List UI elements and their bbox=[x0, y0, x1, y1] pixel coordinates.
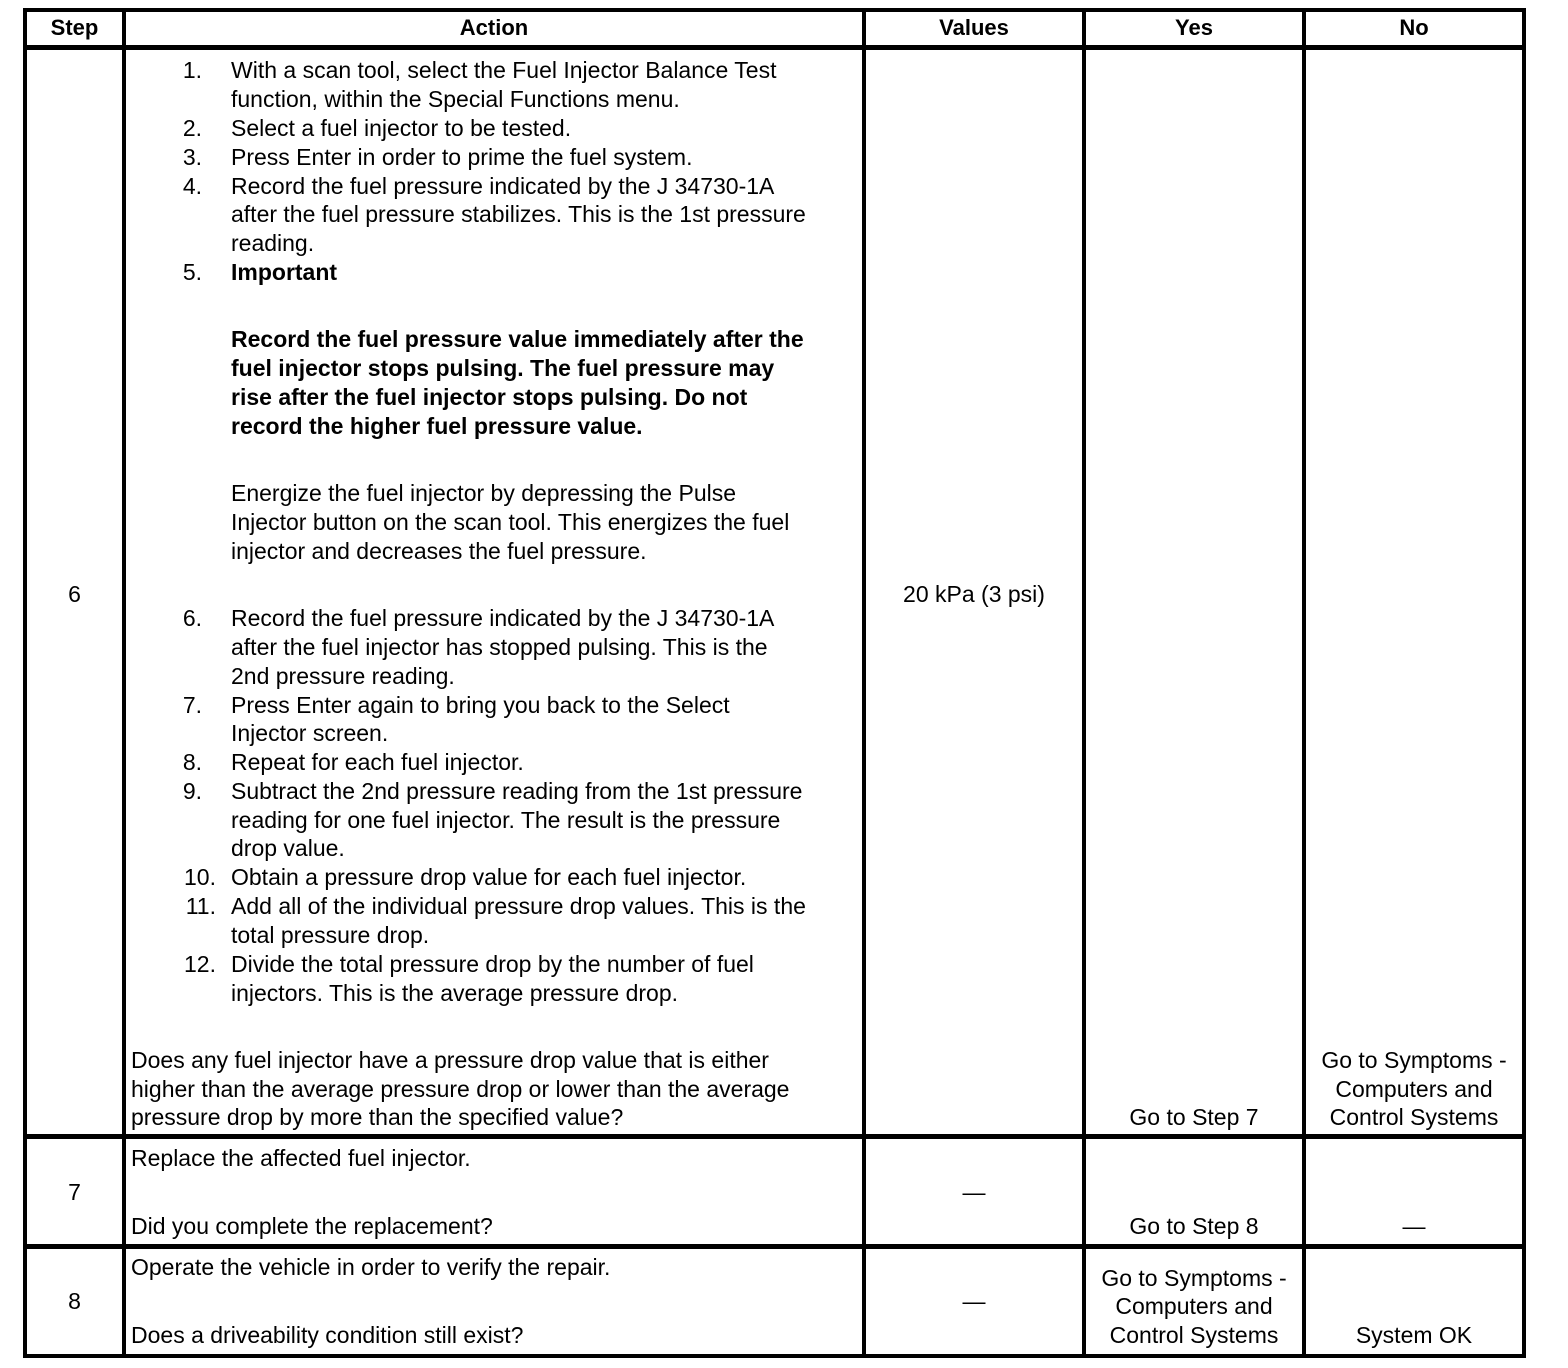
col-divider-2 bbox=[862, 8, 866, 1358]
frame-bottom bbox=[23, 1354, 1526, 1358]
header-no: No bbox=[1399, 15, 1429, 40]
list-item-number: 2. bbox=[182, 115, 202, 141]
list-item-text: function, within the Special Functions menu. bbox=[231, 86, 680, 112]
yes-result: Go to Step 7 bbox=[1129, 1104, 1259, 1130]
col-divider-3 bbox=[1082, 8, 1086, 1358]
col-divider-4 bbox=[1302, 8, 1306, 1358]
list-item-number: 5. bbox=[182, 259, 202, 285]
yes-result: Go to Step 8 bbox=[1129, 1213, 1259, 1239]
list-item-text: drop value. bbox=[231, 835, 345, 861]
step-value: — bbox=[962, 1179, 986, 1205]
list-item-text: Injector screen. bbox=[231, 720, 389, 746]
energize-note: injector and decreases the fuel pressure. bbox=[231, 538, 647, 564]
list-item-text: 2nd pressure reading. bbox=[231, 663, 455, 689]
header-yes: Yes bbox=[1175, 15, 1213, 40]
step-action: Operate the vehicle in order to verify the repair. bbox=[131, 1254, 611, 1280]
frame-right bbox=[1522, 8, 1526, 1358]
step-number: 6 bbox=[68, 581, 81, 607]
list-item-number: 6. bbox=[182, 605, 202, 631]
list-item-text: injectors. This is the average pressure drop. bbox=[231, 980, 679, 1006]
list-item-text: Record the fuel pressure indicated by the J 34730-1A bbox=[231, 173, 775, 199]
list-item-number: 10. bbox=[184, 864, 216, 890]
row-divider-7-8 bbox=[23, 1244, 1526, 1249]
yes-result: Control Systems bbox=[1109, 1322, 1279, 1348]
yes-result: Go to Symptoms - bbox=[1101, 1265, 1287, 1291]
header-step: Step bbox=[50, 15, 99, 40]
list-item-text: total pressure drop. bbox=[231, 922, 430, 948]
list-item-text: Repeat for each fuel injector. bbox=[231, 749, 524, 775]
important-label: Important bbox=[231, 259, 338, 285]
list-item-text: reading for one fuel injector. The result is the pressure bbox=[231, 807, 781, 833]
header-values: Values bbox=[939, 15, 1009, 40]
step-question: Did you complete the replacement? bbox=[131, 1213, 493, 1239]
list-item-number: 4. bbox=[182, 173, 202, 199]
important-note: fuel injector stops pulsing. The fuel pressure may bbox=[231, 355, 775, 381]
list-item-text: With a scan tool, select the Fuel Injector Balance Test bbox=[231, 57, 777, 83]
list-item-text: Record the fuel pressure indicated by the J 34730-1A bbox=[231, 605, 775, 631]
no-result: Go to Symptoms - bbox=[1321, 1047, 1507, 1073]
step-question: higher than the average pressure drop or lower than the average bbox=[131, 1076, 790, 1102]
step-value: — bbox=[962, 1288, 986, 1314]
frame-top bbox=[23, 8, 1526, 12]
header-action: Action bbox=[459, 15, 529, 40]
step-question: Does any fuel injector have a pressure drop value that is either bbox=[131, 1047, 769, 1073]
important-note: record the higher fuel pressure value. bbox=[231, 413, 643, 439]
list-item-number: 7. bbox=[182, 692, 202, 718]
no-result: Control Systems bbox=[1329, 1104, 1499, 1130]
list-item-text: Press Enter in order to prime the fuel system. bbox=[231, 144, 693, 170]
col-divider-1 bbox=[122, 8, 126, 1358]
step-question: pressure drop by more than the specified value? bbox=[131, 1104, 624, 1130]
list-item-text: Select a fuel injector to be tested. bbox=[231, 115, 572, 141]
list-item-number: 1. bbox=[182, 57, 202, 83]
energize-note: Energize the fuel injector by depressing the Pulse bbox=[231, 480, 737, 506]
frame-left bbox=[23, 8, 27, 1358]
list-item-text: Press Enter again to bring you back to the Select bbox=[231, 692, 730, 718]
list-item-number: 3. bbox=[182, 144, 202, 170]
no-result: System OK bbox=[1355, 1322, 1473, 1348]
list-item-number: 11. bbox=[185, 893, 216, 919]
step-number: 7 bbox=[68, 1179, 81, 1205]
row-divider-6-7 bbox=[23, 1134, 1526, 1139]
energize-note: Injector button on the scan tool. This energizes the fuel bbox=[231, 509, 790, 535]
step-question: Does a driveability condition still exist? bbox=[131, 1322, 524, 1348]
yes-result: Computers and bbox=[1115, 1293, 1273, 1319]
no-result: Computers and bbox=[1335, 1076, 1493, 1102]
step-action: Replace the affected fuel injector. bbox=[131, 1145, 471, 1171]
step-number: 8 bbox=[68, 1288, 81, 1314]
header-divider bbox=[23, 45, 1526, 50]
step-value: 20 kPa (3 psi) bbox=[903, 581, 1045, 607]
list-item-text: after the fuel pressure stabilizes. This is the 1st pressure bbox=[231, 201, 806, 227]
list-item-text: Subtract the 2nd pressure reading from the 1st pressure bbox=[231, 778, 803, 804]
list-item-text: Add all of the individual pressure drop values. This is the bbox=[231, 893, 806, 919]
important-note: rise after the fuel injector stops pulsing. Do not bbox=[231, 384, 748, 410]
list-item-number: 12. bbox=[184, 951, 216, 977]
list-item-number: 9. bbox=[182, 778, 202, 804]
list-item-text: Obtain a pressure drop value for each fuel injector. bbox=[231, 864, 747, 890]
list-item-text: after the fuel injector has stopped pulsing. This is the bbox=[231, 634, 768, 660]
list-item-text: reading. bbox=[231, 230, 315, 256]
list-item-number: 8. bbox=[182, 749, 202, 775]
list-item-text: Divide the total pressure drop by the number of fuel bbox=[231, 951, 754, 977]
no-result: — bbox=[1402, 1213, 1426, 1239]
important-note: Record the fuel pressure value immediately after the bbox=[231, 326, 804, 352]
